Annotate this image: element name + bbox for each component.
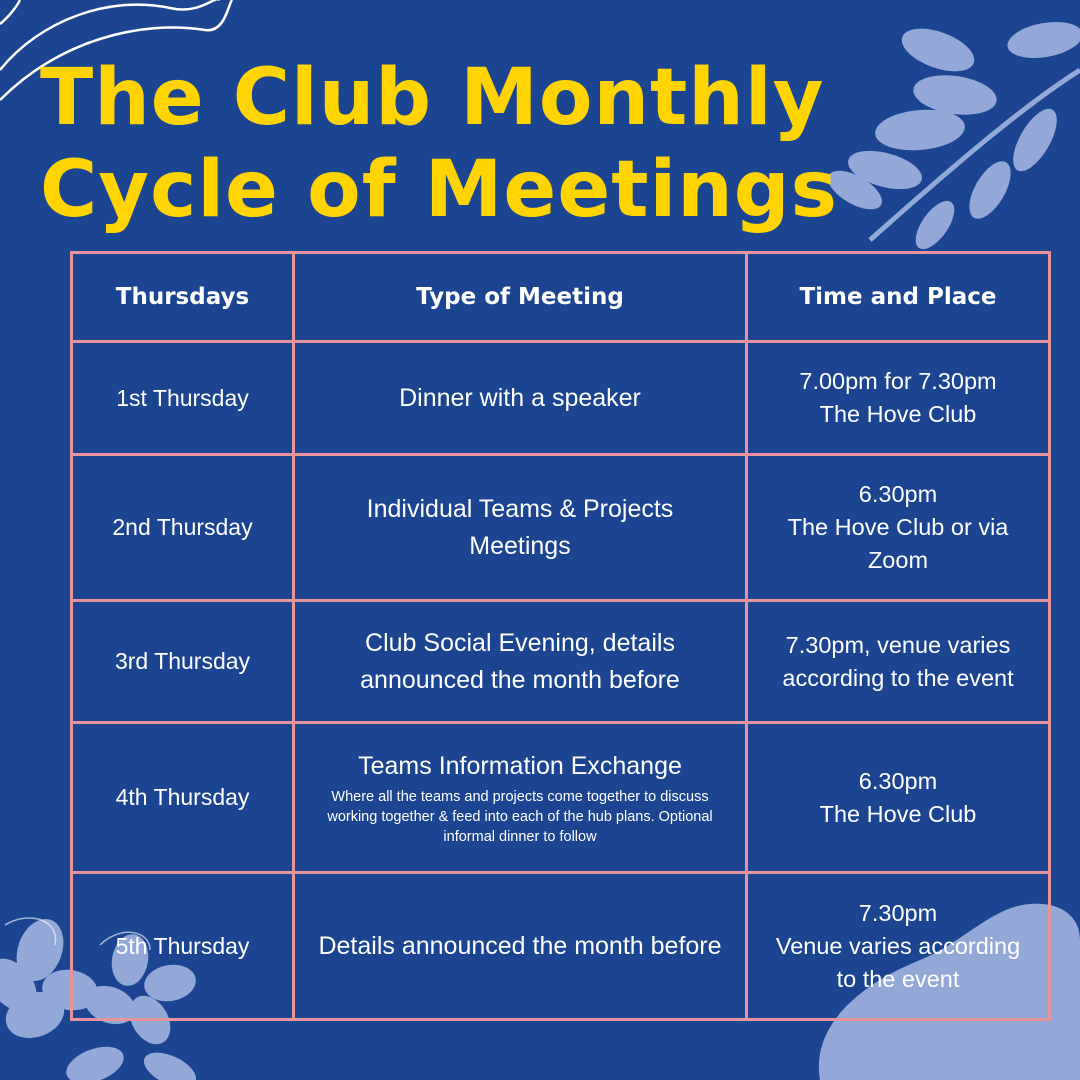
time-place-cell: [747, 455, 1050, 601]
table-row: [72, 455, 1050, 601]
time-place-cell: [747, 723, 1050, 873]
table-row: [72, 342, 1050, 455]
column-header-type-of-meeting: Type of Meeting: [294, 253, 747, 342]
time-place-text: 7.30pm, venue varies according to the event: [782, 631, 1014, 691]
time-place-cell: [747, 601, 1050, 723]
time-text: 6.30pm: [858, 481, 938, 507]
time-place-cell: [747, 873, 1050, 1020]
meeting-type-title: Teams Information Exchange: [358, 752, 682, 780]
meeting-description: Where all the teams and projects come together to discuss working together & feed into each of the hub plans. Optional informal dinner to follow: [327, 789, 713, 845]
meeting-type-cell: [294, 723, 747, 873]
place-text: Venue varies according to the event: [775, 932, 1021, 992]
day-cell: 4th Thursday: [72, 723, 294, 873]
table-header-row: [72, 253, 1050, 342]
column-header-time-and-place: Time and Place: [747, 253, 1050, 342]
day-cell: 3rd Thursday: [72, 601, 294, 723]
title-line-2: Cycle of Meetings: [40, 145, 839, 235]
table-row: [72, 723, 1050, 873]
table-row: [72, 601, 1050, 723]
place-text: The Hove Club: [819, 401, 977, 427]
meeting-type-cell: Club Social Evening, details announced the month before: [294, 601, 747, 723]
table-row: [72, 873, 1050, 1020]
day-cell: 5th Thursday: [72, 873, 294, 1020]
meeting-type-cell: Individual Teams & Projects Meetings: [294, 455, 747, 601]
meeting-type-cell: Dinner with a speaker: [294, 342, 747, 455]
meeting-schedule-table: [70, 251, 1051, 1021]
time-text: 6.30pm: [858, 767, 938, 794]
column-header-thursdays: Thursdays: [72, 253, 294, 342]
meeting-type-cell: Details announced the month before: [294, 873, 747, 1020]
leaf-branch-decoration: [810, 0, 1080, 260]
day-cell: 2nd Thursday: [72, 455, 294, 601]
time-text: 7.00pm for 7.30pm: [799, 368, 997, 394]
page-title: [40, 52, 840, 236]
place-text: The Hove Club: [819, 800, 977, 827]
place-text: The Hove Club or via Zoom: [787, 514, 1009, 573]
time-place-cell: [747, 342, 1050, 455]
title-line-1: The Club Monthly: [40, 53, 825, 143]
day-cell: 1st Thursday: [72, 342, 294, 455]
time-text: 7.30pm: [858, 899, 938, 926]
